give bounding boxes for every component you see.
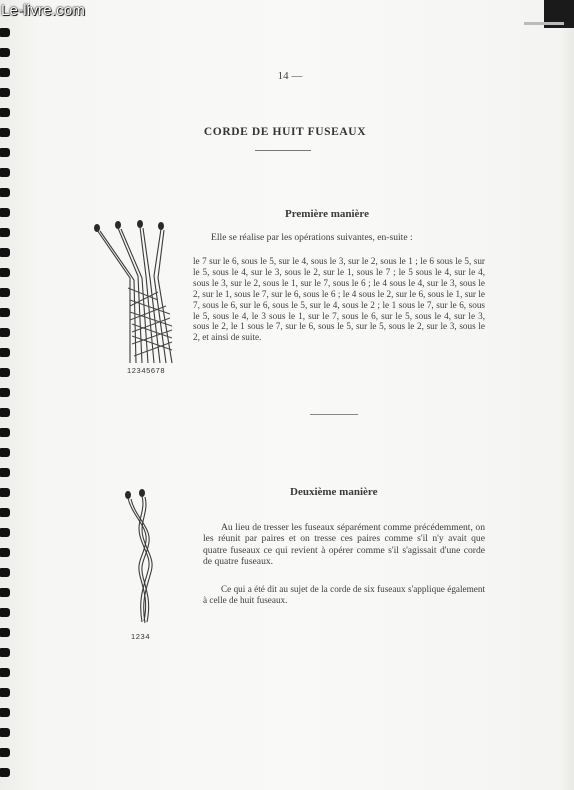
binding-ring <box>0 148 10 157</box>
page-title: CORDE DE HUIT FUSEAUX <box>203 126 367 138</box>
binding-ring <box>0 688 10 697</box>
spiral-binding <box>0 28 12 790</box>
binding-ring <box>0 608 10 617</box>
binding-ring <box>0 648 10 657</box>
binding-ring <box>0 28 10 37</box>
binding-ring <box>0 208 10 217</box>
binding-ring <box>0 388 10 397</box>
binding-ring <box>0 228 10 237</box>
binding-ring <box>0 528 10 537</box>
binding-ring <box>0 588 10 597</box>
section-first-body: le 7 sur le 6, sous le 5, sur le 4, sous le 3, sur le 2, sous le 1 ; le 6 sous le 5, sur le 5, sous le 4, sur le 3, sous le 2, sur le 1, sous le 7 ; le 5 sous le 4, sur le 4, sous le 3, sur le 2, sous le 1, sur le 7, sous le 6 ; le 4 sous le 4, sur le 3, sous le 2, sur le 1, sous le 7, sur le 6, sous le 6 ; le 4 sous le 2, sur le 6, sous le 1, sur le 7, sous le 6, sur le 6, sous le 5, sur le 4, sous le 2 ; le 1 sous le 7, sur le 6, sous le 5, sous le 4, le 3 sous le 1, sur le 7, sous le 6, sur le 5, sous le 4, sur le 3, sous le 2, le 1 sous le 7, sur le 6, sous le 5, sur le 5, sous le 2, sur le 3, sous le 2, et ainsi de suite. <box>193 256 485 343</box>
binding-ring <box>0 768 10 777</box>
binding-ring <box>0 668 10 677</box>
binding-ring <box>0 128 10 137</box>
diagram-four-numbers: 1234 <box>131 632 151 641</box>
binding-ring <box>0 748 10 757</box>
braid-eight-drawing <box>92 218 182 368</box>
binding-ring <box>0 168 10 177</box>
binding-ring <box>0 628 10 637</box>
binding-ring <box>0 268 10 277</box>
binding-ring <box>0 488 10 497</box>
diagram-eight-numbers: 12345678 <box>127 366 166 375</box>
binding-ring <box>0 468 10 477</box>
section-heading-second: Deuxième manière <box>290 486 378 498</box>
binding-ring <box>0 408 10 417</box>
binding-ring <box>0 288 10 297</box>
binding-ring <box>0 48 10 57</box>
binding-ring <box>0 708 10 717</box>
binding-ring <box>0 568 10 577</box>
binding-ring <box>0 448 10 457</box>
binding-ring <box>0 248 10 257</box>
binding-ring <box>0 348 10 357</box>
binding-ring <box>0 428 10 437</box>
braid-four-drawing <box>118 486 178 631</box>
binding-ring <box>0 188 10 197</box>
braid-diagram-four <box>118 486 178 631</box>
section-divider <box>310 414 358 415</box>
title-underline <box>255 150 311 151</box>
section-second-note: Ce qui a été dit au sujet de la corde de six fuseaux s'applique également à celle de huit fuseaux. <box>203 584 485 606</box>
section-heading-first: Première manière <box>285 208 369 220</box>
section-first-intro: Elle se réalise par les opérations suivantes, en-suite : <box>211 232 413 243</box>
watermark-logo: Le-livre.com <box>1 2 86 19</box>
braid-diagram-eight <box>92 218 182 368</box>
binding-ring <box>0 308 10 317</box>
page-number: 14 — <box>277 70 303 82</box>
binding-ring <box>0 508 10 517</box>
binding-ring <box>0 548 10 557</box>
scan-edge-line <box>524 22 564 25</box>
binding-ring <box>0 108 10 117</box>
binding-ring <box>0 328 10 337</box>
binding-ring <box>0 368 10 377</box>
section-second-para: Au lieu de tresser les fuseaux séparément comme précédemment, on les réunit par paires et on tresse ces paires comme s'il n'y avait que quatre fuseaux ce qui revient à opérer comme s'il s'agissait d'une corde de quatre fuseaux. <box>203 522 485 568</box>
binding-ring <box>0 728 10 737</box>
binding-ring <box>0 68 10 77</box>
binding-ring <box>0 88 10 97</box>
